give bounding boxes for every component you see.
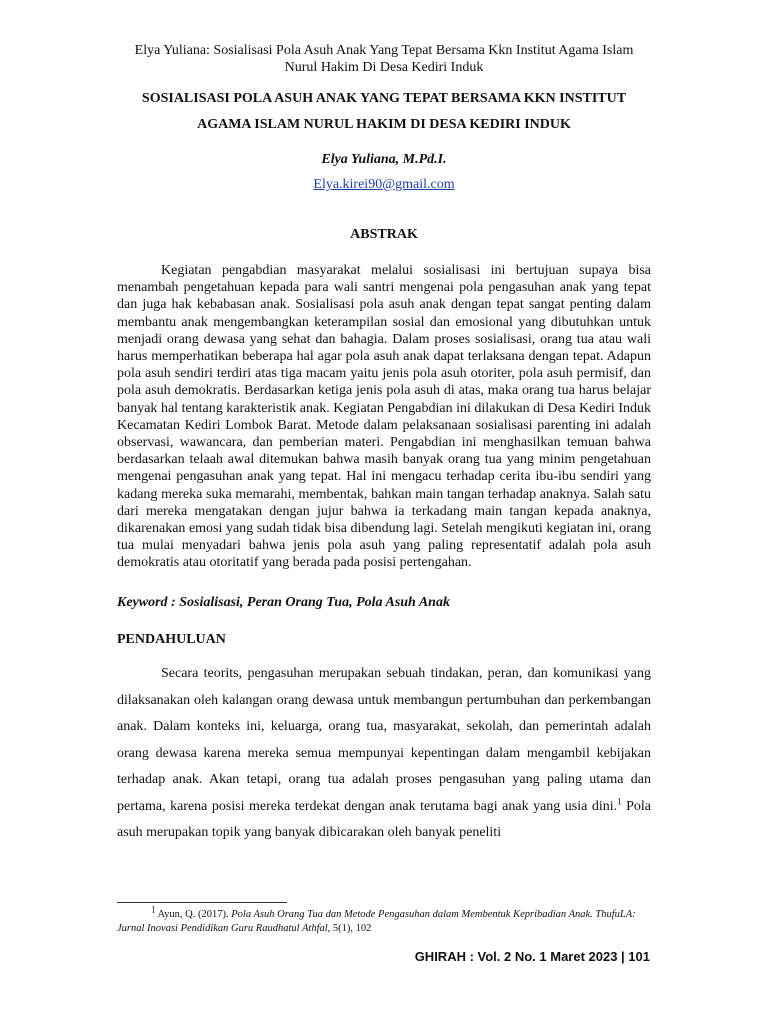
- footnote-citation-suffix: , 5(1), 102: [327, 923, 372, 934]
- introduction-text-part-1: Secara teorits, pengasuhan merupakan sebuah tindakan, peran, dan komunikasi yang dilaksanakan oleh kalangan orang dewasa untuk membangun pertumbuhan dan perkembangan anak. Dalam konteks ini, keluarga, orang tua, masyarakat, sekolah, dan pemerintah adalah orang dewasa karena mereka semua mempunyai kepentingan dalam mengambil kebijakan terhadap anak. Akan tetapi, orang tua adalah proses pengasuhan yang paling utama dan pertama, karena posisi mereka terdekat dengan anak terutama bagi anak yang usia dini.: [117, 666, 651, 814]
- footnote-number: 1: [151, 904, 156, 915]
- abstract-heading: ABSTRAK: [350, 227, 418, 242]
- footnote-citation-title: Pola Asuh Orang Tua dan Metode Pengasuhan dalam Membentuk Kepribadian Anak. ThufuLA: Jurnal Inovasi Pendidikan Guru Raudhatul Athfal: [117, 909, 636, 934]
- footnote-divider: [117, 902, 287, 903]
- abstract-body: Kegiatan pengabdian masyarakat melalui sosialisasi ini bertujuan supaya bisa menambah pengetahuan kepada para wali santri mengenai pola pengasuhan anak yang tepat dan juga hak kebabasan anak. Sosialisasi pola asuh anak dengan tepat sangat penting dalam membantu anak mengembangkan keterampilan sosial dan emosional yang dibutuhkan untuk menjadi orang dewasa yang sehat dan bahagia. Dalam proses sosialisasi, orang tua atau wali harus memperhatikan beberapa hal agar pola asuh anak dapat terlaksana dengan tepat. Adapun pola asuh sendiri terdiri atas tiga macam yaitu jenis pola asuh otoriter, pola asuh permisif, dan pola asuh demokratis. Berdasarkan ketiga jenis pola asuh di atas, maka orang tua harus belajar banyak hal tentang karakteristik anak. Kegiatan Pengabdian ini dilakukan di Desa Kediri Induk Kecamatan Kediri Lombok Barat. Metode dalam pelaksanaan sosialisasi parenting ini adalah observasi, wawancara, dan pemberian materi. Pengabdian ini menghasilkan temuan bahwa berdasarkan telaah awal ditemukan bahwa masih banyak orang tua yang minim pengetahuan mengenai pengasuhan anak yang tepat. Hal ini mengacu terhadap cerita ibu-ibu sendiri yang kadang mereka suka memarahi, membentak, bahkan main tangan terhadap anaknya. Salah satu dari mereka mengatakan dengan jujur bahwa ia terkadang main tangan kepada anaknya, dikarenakan emosi yang sudah tidak bisa dibendung lagi. Setelah mengikuti kegiatan ini, orang tua mulai menyadari bahwa jenis pola asuh yang paling representatif adalah pola asuh demokratis atau otoritatif yang berada pada posisi pertengahan.: [117, 263, 651, 571]
- footnote-citation-prefix: Ayun, Q. (2017).: [155, 909, 232, 920]
- article-title-line-1: SOSIALISASI POLA ASUH ANAK YANG TEPAT BERSAMA KKN INSTITUT: [141, 91, 627, 106]
- author-name: Elya Yuliana, M.Pd.I.: [321, 152, 447, 167]
- keywords: Keyword : Sosialisasi, Peran Orang Tua, Pola Asuh Anak: [117, 595, 450, 610]
- running-header-line-2: Nurul Hakim Di Desa Kediri Induk: [284, 60, 484, 75]
- footnote: [117, 904, 651, 936]
- footnote-reference[interactable]: 1: [617, 795, 622, 806]
- page-footer: GHIRAH : Vol. 2 No. 1 Maret 2023 | 101: [414, 949, 650, 964]
- author-email-link[interactable]: Elya.kirei90@gmail.com: [313, 177, 455, 192]
- running-header: [110, 42, 658, 76]
- article-title-line-2: AGAMA ISLAM NURUL HAKIM DI DESA KEDIRI INDUK: [197, 117, 571, 132]
- author-email: [110, 176, 658, 193]
- introduction-text-part-2: Pola asuh merupakan topik yang banyak dibicarakan oleh banyak peneliti: [117, 798, 652, 840]
- running-header-line-1: Elya Yuliana: Sosialisasi Pola Asuh Anak Yang Tepat Bersama Kkn Institut Agama Islam: [134, 43, 634, 58]
- article-title: [110, 86, 658, 138]
- introduction-body: [117, 661, 651, 847]
- introduction-heading: PENDAHULUAN: [117, 632, 226, 647]
